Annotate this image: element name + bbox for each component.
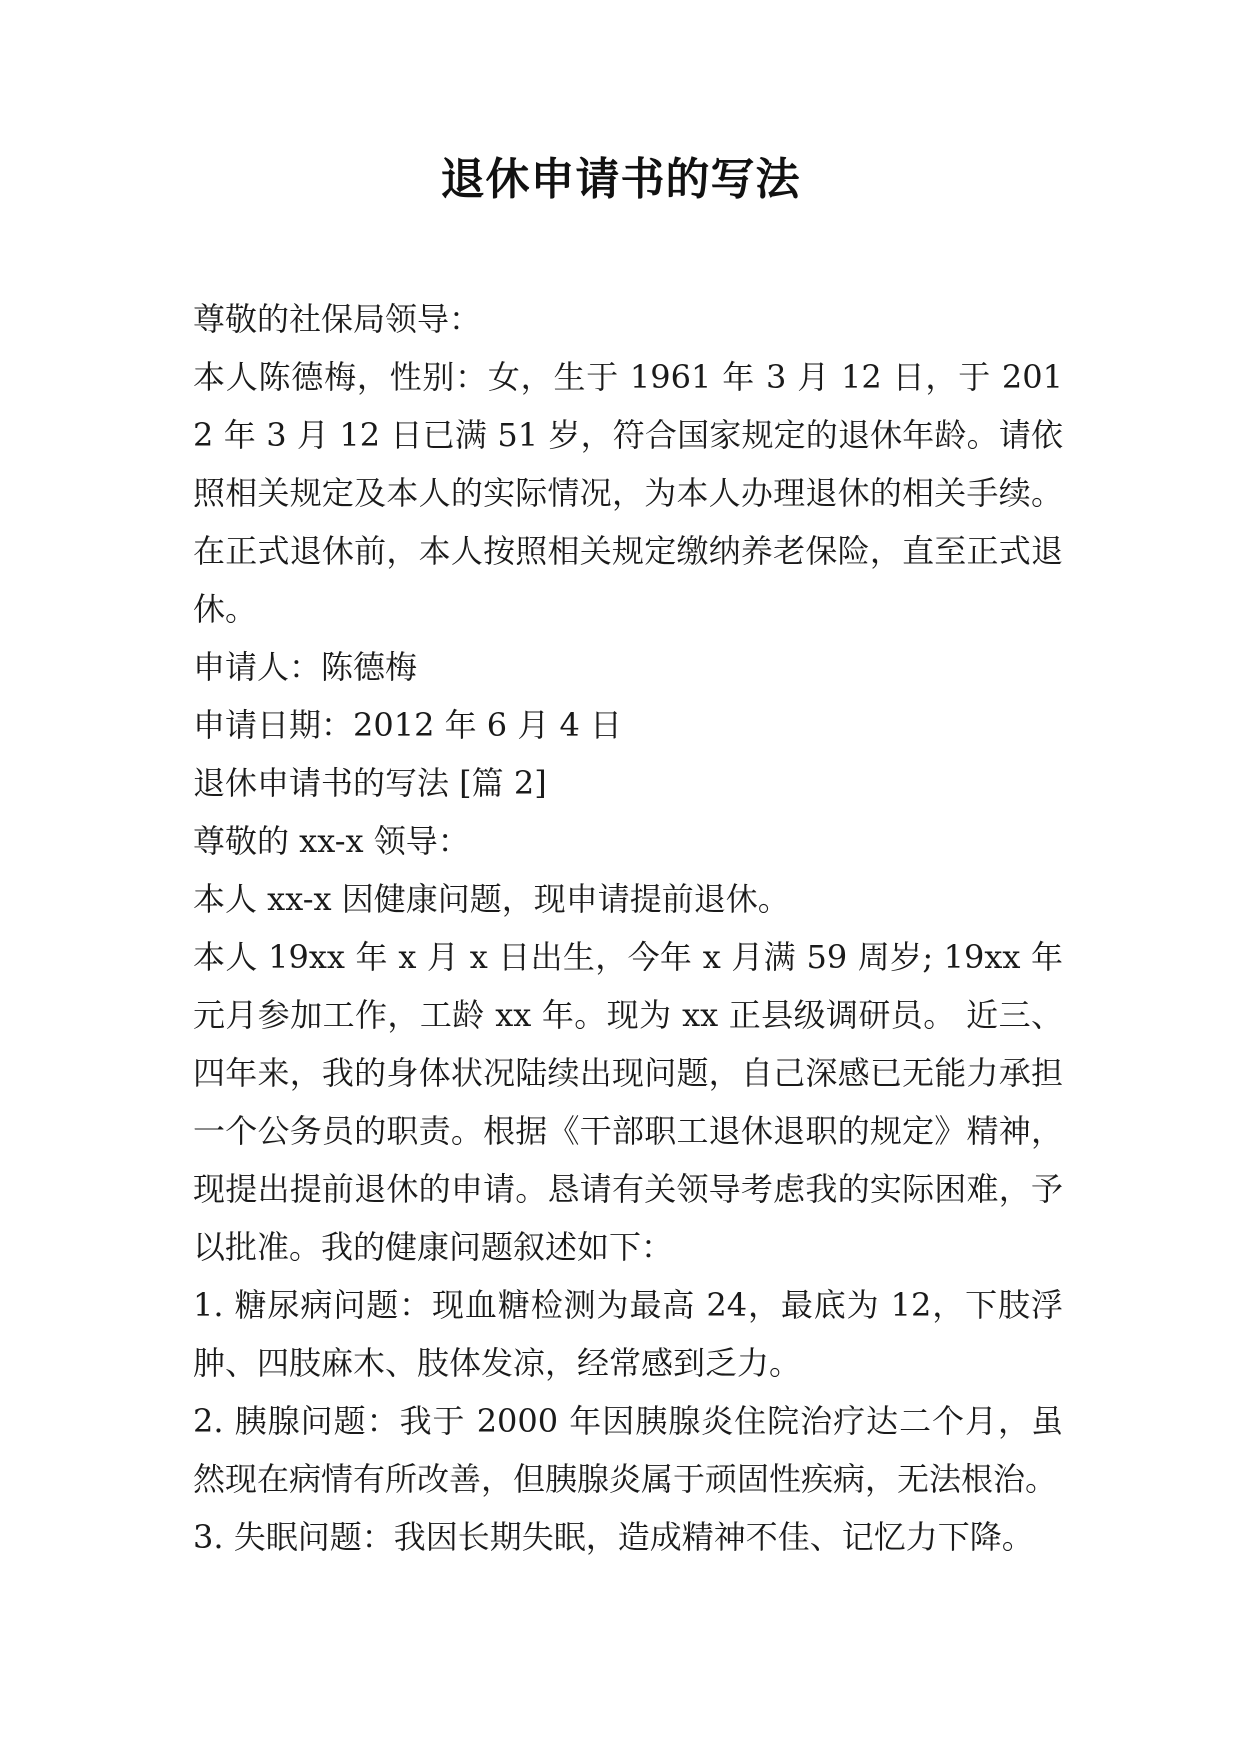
application-paragraph: 本人陈德梅，性别：女，生于 1961 年 3 月 12 日，于 2012 年 3 月 12 日已满 51 岁，符合国家规定的退休年龄。请依照相关规定及本人的实际情况，为本人办理退休的相关手续。在正式退休前，本人按照相关规定缴纳养老保险，直至正式退休。 xyxy=(193,358,1063,628)
request-paragraph: 本人 xx-x 因健康问题，现申请提前退休。 xyxy=(193,880,790,918)
document-title: 退休申请书的写法 xyxy=(440,154,801,205)
salutation-paragraph-2: 尊敬的 xx-x 领导： xyxy=(193,822,470,860)
applicant-line: 申请人：陈德梅 xyxy=(193,648,418,686)
application-date-line: 申请日期：2012 年 6 月 4 日 xyxy=(193,706,623,744)
health-item-3: 3. 失眠问题：我因长期失眠，造成精神不佳、记忆力下降。 xyxy=(193,1518,1034,1556)
health-item-2: 2. 胰腺问题：我于 2000 年因胰腺炎住院治疗达二个月，虽然现在病情有所改善，但胰腺炎属于顽固性疾病，无法根治。 xyxy=(193,1402,1063,1498)
document-body xyxy=(193,290,1063,1566)
health-item-1: 1. 糖尿病问题：现血糖检测为最高 24，最底为 12，下肢浮肿、四肢麻木、肢体发凉，经常感到乏力。 xyxy=(193,1286,1063,1382)
background-paragraph: 本人 19xx 年 x 月 x 日出生，今年 x 月满 59 周岁; 19xx 年元月参加工作，工龄 xx 年。现为 xx 正县级调研员。 近三、四年来，我的身体状况陆续出现问题，自己深感已无能力承担一个公务员的职责。根据《干部职工退休退职的规定》精神，现提出提前退休的申请。恳请有关领导考虑我的实际困难，予以批准。我的健康问题叙述如下： xyxy=(193,938,1063,1266)
salutation-paragraph: 尊敬的社保局领导： xyxy=(193,300,482,338)
section-heading: 退休申请书的写法 [篇 2] xyxy=(193,764,547,802)
